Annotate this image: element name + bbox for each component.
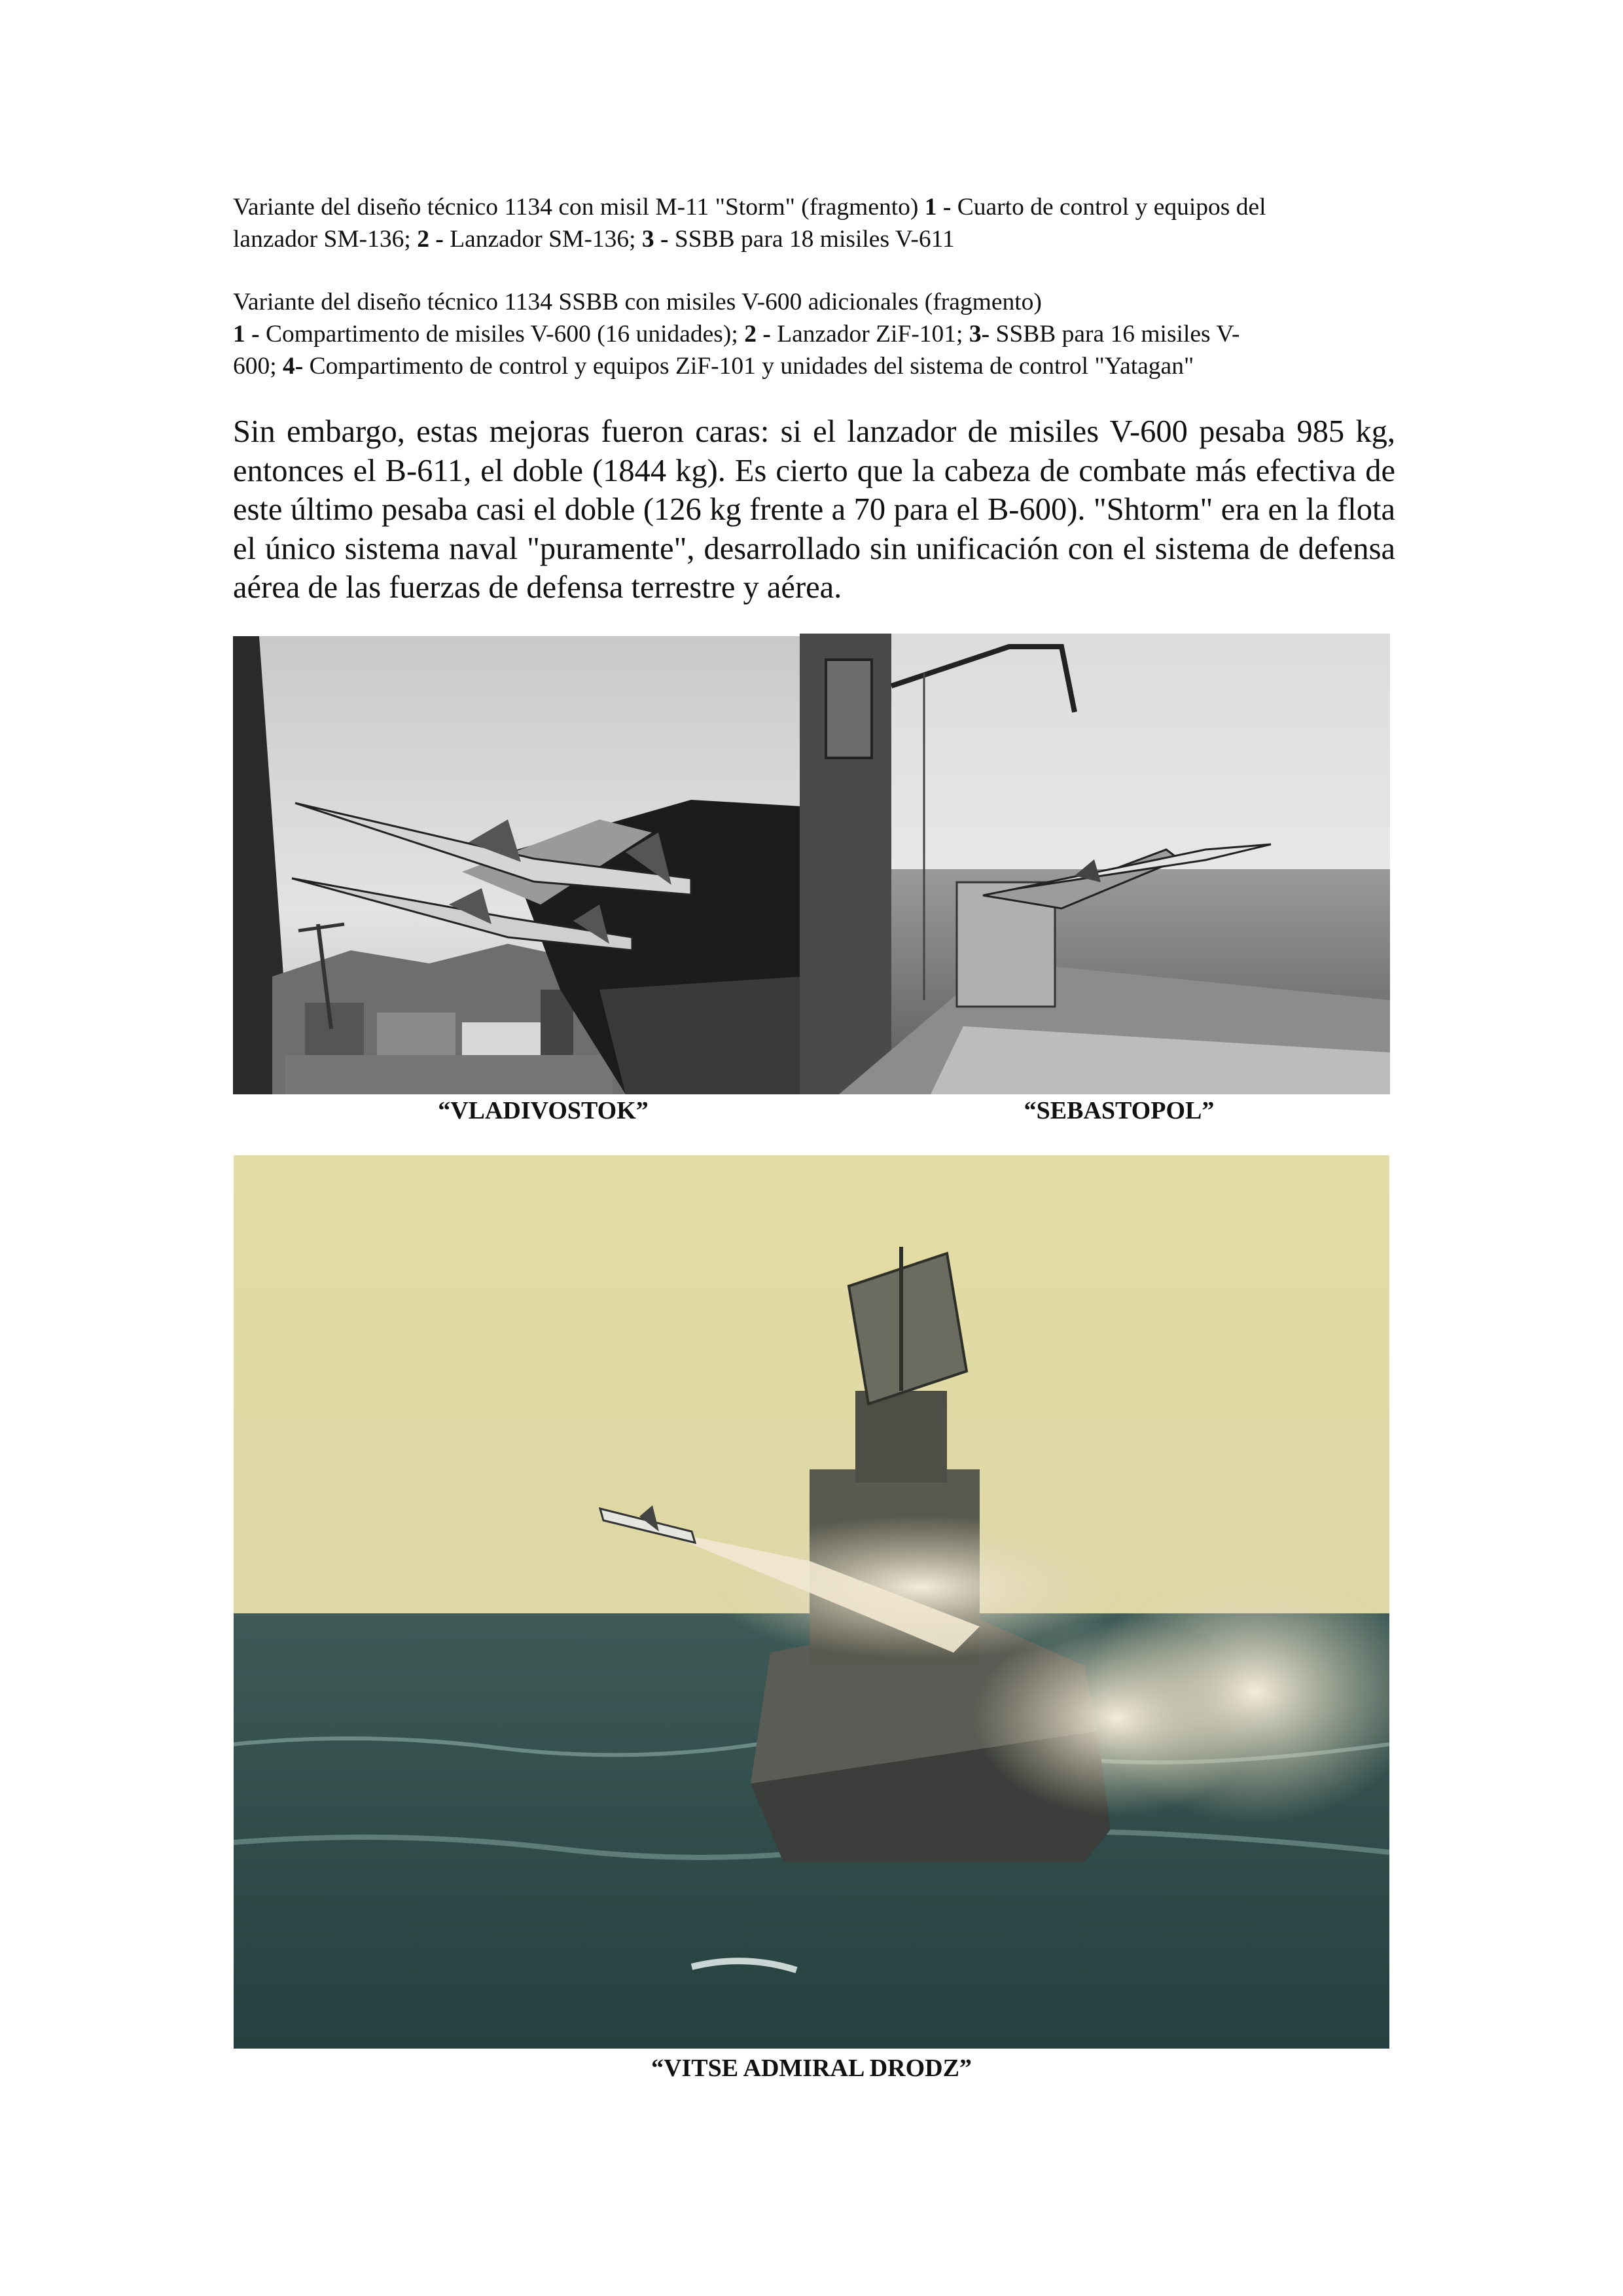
photo-vladivostok-launcher (233, 636, 802, 1094)
caption-text: lanzador SM-136; (233, 226, 418, 253)
caption-line (233, 318, 1391, 350)
caption-line (233, 350, 1391, 382)
caption-item-number: 1 - (924, 194, 952, 221)
caption-design-variant-m11 (233, 191, 1391, 255)
photo-vitse-admiral-drodz-launch (234, 1155, 1389, 2049)
caption-text: Variante del diseño técnico 1134 SSBB con misiles V-600 adicionales (fragmento) (233, 289, 1042, 315)
caption-line (233, 286, 1391, 318)
caption-text: SSBB para 18 misiles V-611 (668, 226, 955, 253)
caption-design-variant-v600 (233, 286, 1391, 382)
body-paragraph: Sin embargo, estas mejoras fueron caras: si el lanzador de misiles V-600 pesaba 985 kg, entonces el B-611, el doble (1844 kg). Es cierto que la cabeza de combate más efectiva de este último pesaba casi el doble (126 kg frente a 70 para el B-600). "Shtorm" era en la flota el único sistema naval "puramente", desarrollado sin unificación con el sistema de defensa aérea de las fuerzas de defensa terrestre y aérea. (233, 414, 1395, 605)
photo-label-vitse-admiral-drodz: “VITSE ADMIRAL DRODZ” (651, 2054, 972, 2082)
caption-text: Lanzador SM-136; (443, 226, 642, 253)
photo-sebastopol-launcher (800, 634, 1390, 1094)
caption-text: Variante del diseño técnico 1134 con misil M-11 "Storm" (fragmento) (233, 194, 925, 221)
caption-item-number: 3 - (641, 226, 669, 253)
caption-line (233, 191, 1391, 223)
caption-text: Cuarto de control y equipos del (951, 194, 1266, 221)
caption-text: Compartimento de control y equipos ZiF-101 y unidades del sistema de control "Yatagan" (303, 353, 1194, 380)
caption-text: 600; (233, 353, 283, 380)
caption-line (233, 223, 1391, 255)
caption-text: SSBB para 16 misiles V- (990, 321, 1240, 348)
caption-text: Compartimento de misiles V-600 (16 unidades); (259, 321, 745, 348)
photo-label-vladivostok: “VLADIVOSTOK” (438, 1097, 649, 1124)
caption-item-number: 4- (283, 353, 304, 380)
caption-text: Lanzador ZiF-101; (770, 321, 969, 348)
caption-item-number: 1 - (233, 321, 260, 348)
caption-item-number: 2 - (744, 321, 771, 348)
caption-item-number: 3- (969, 321, 990, 348)
caption-item-number: 2 - (417, 226, 444, 253)
photo-label-sebastopol: “SEBASTOPOL” (1024, 1097, 1215, 1124)
